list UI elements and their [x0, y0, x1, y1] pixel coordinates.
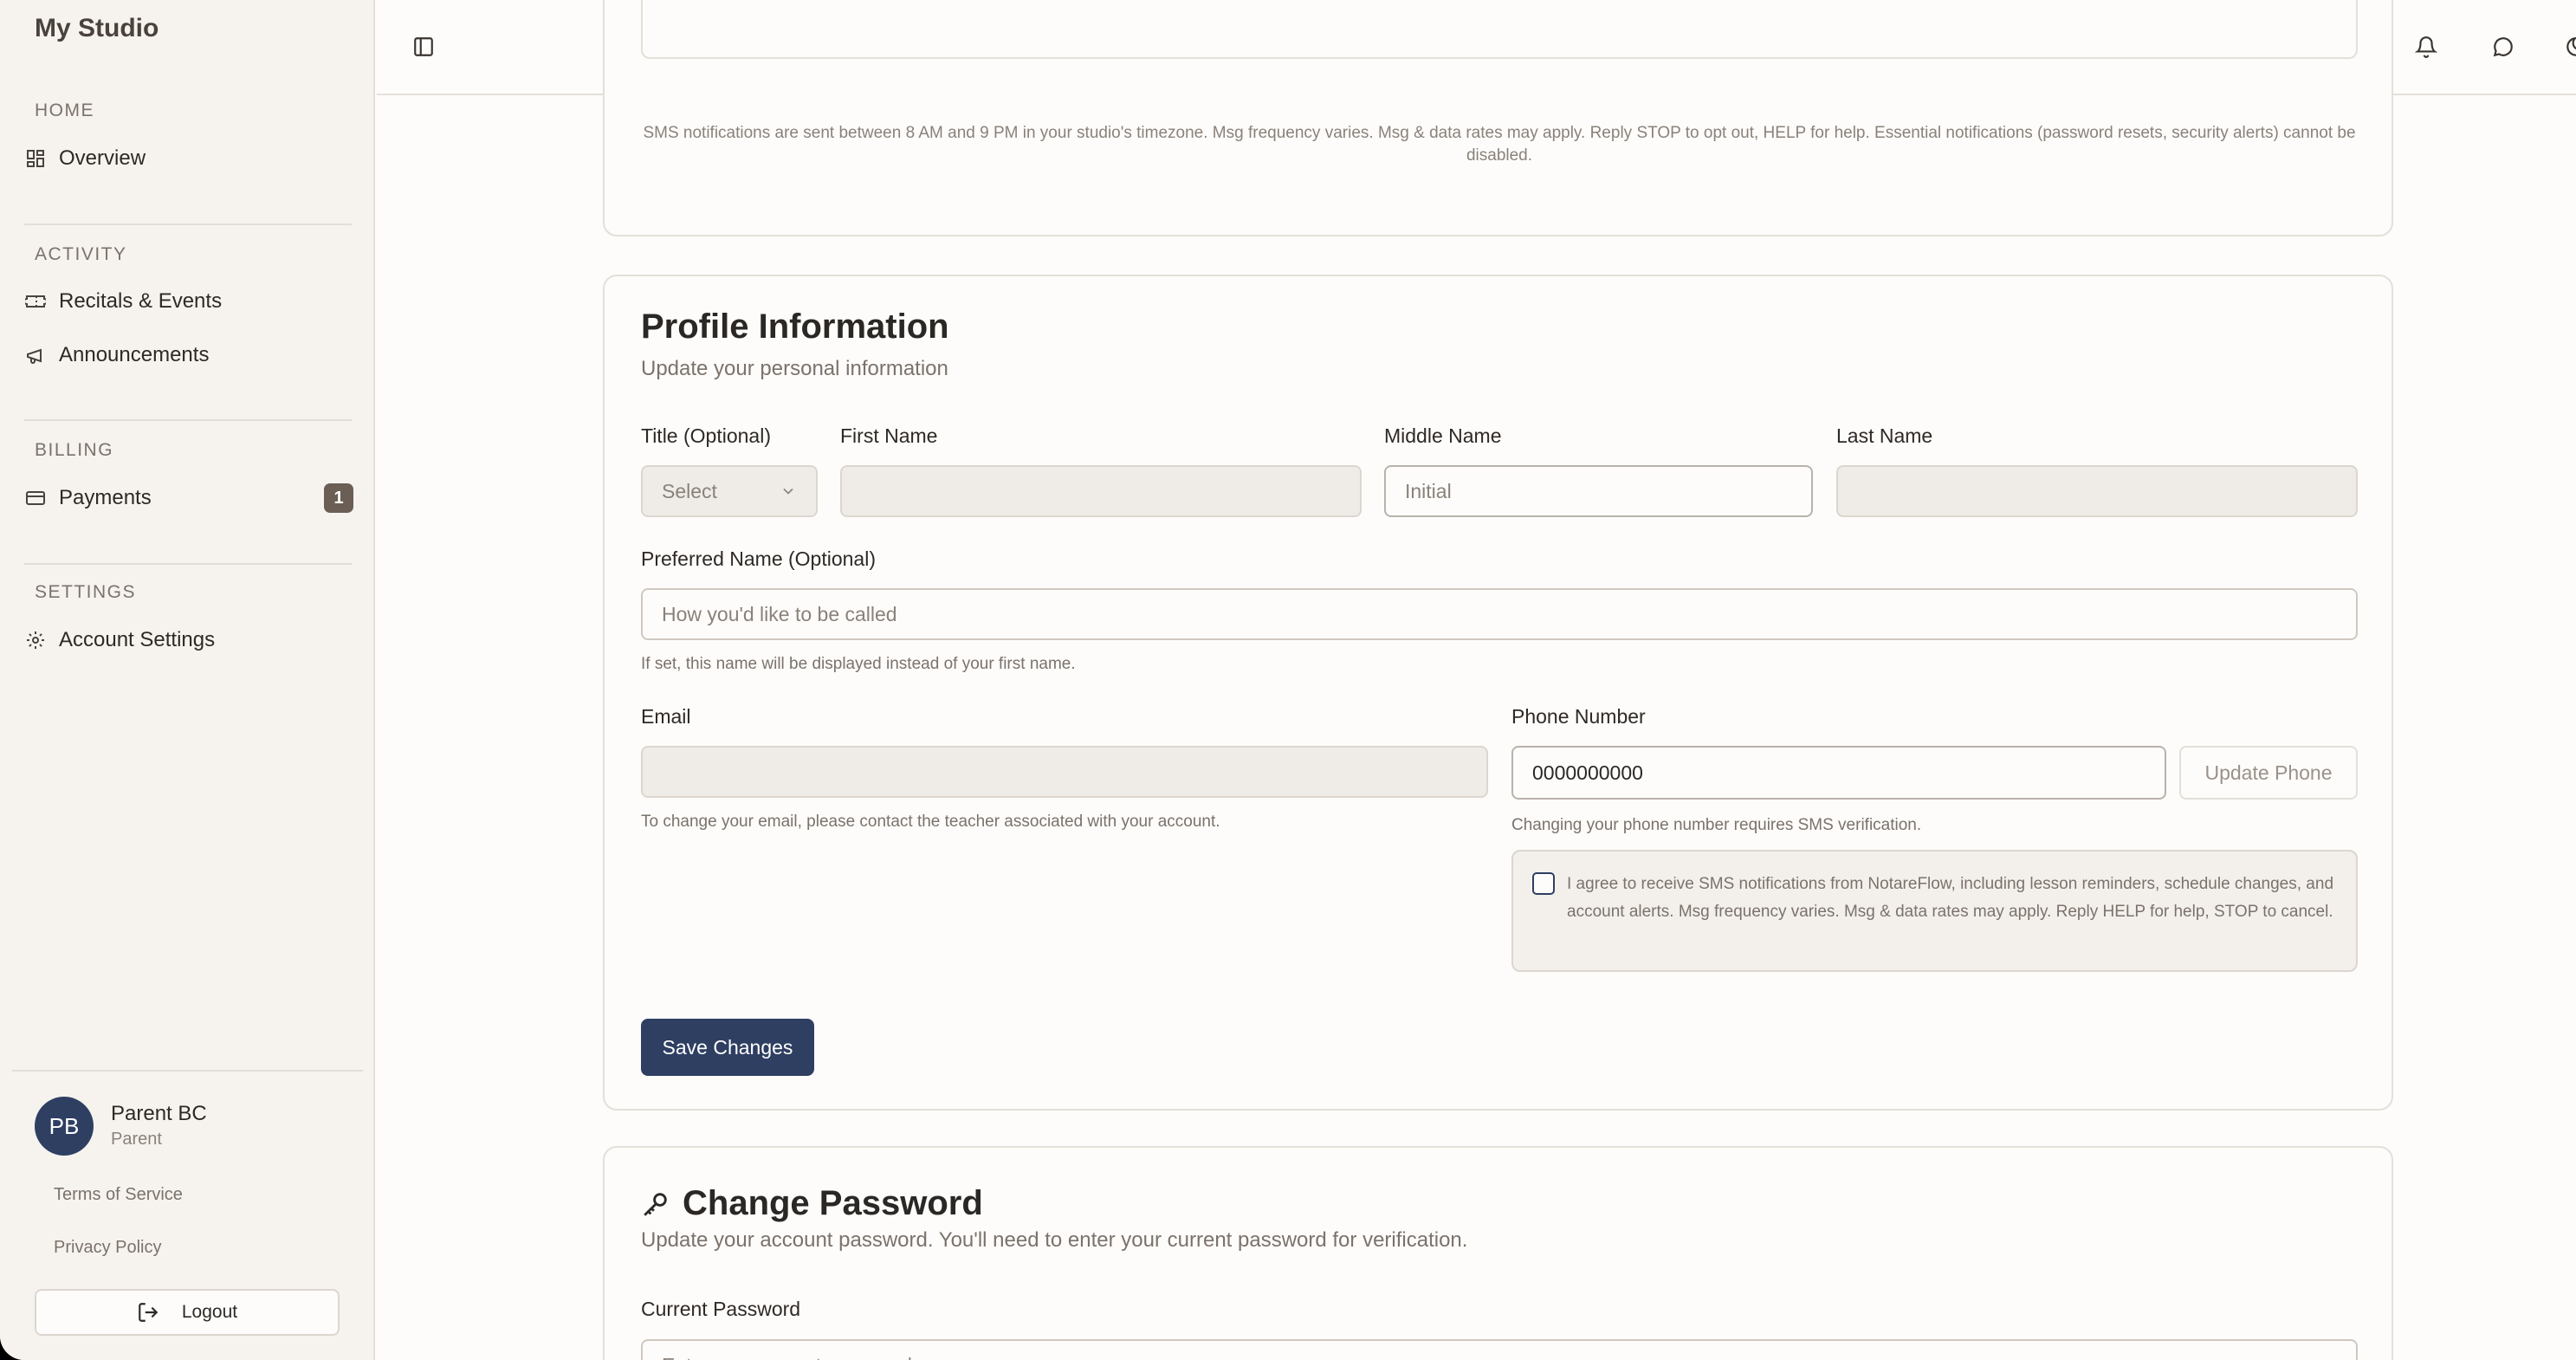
sidebar-item-recitals[interactable]: [24, 282, 353, 321]
key-icon: [641, 1189, 670, 1219]
sms-notifications-card: [603, 0, 2393, 236]
card-title: Change Password: [683, 1184, 983, 1222]
phone-hint: Changing your phone number requires SMS verification.: [1511, 816, 1922, 834]
megaphone-icon: [24, 344, 47, 366]
card-subtitle: Update your personal information: [641, 357, 948, 380]
current-password-field[interactable]: [641, 1339, 2358, 1360]
logout-label: Logout: [181, 1302, 238, 1322]
divider: [24, 563, 352, 565]
sms-consent-checkbox[interactable]: [1532, 872, 1555, 895]
sidebar-item-label: Announcements: [59, 343, 210, 366]
divider: [24, 223, 352, 225]
title-select[interactable]: [641, 465, 818, 517]
sidebar-item-overview[interactable]: [24, 139, 353, 178]
terms-of-service-link[interactable]: Terms of Service: [54, 1185, 183, 1204]
sms-consent-text: I agree to receive SMS notifications from NotareFlow, including lesson reminders, schedule changes, and account alerts. Msg frequency varies. Msg & data rates may apply. Reply HELP for help, STOP to cancel.: [1567, 875, 2334, 921]
chat-icon[interactable]: [2486, 29, 2521, 64]
sidebar-item-label: Overview: [59, 146, 146, 170]
card-title: Profile Information: [641, 308, 949, 346]
preferred-name-label: Preferred Name (Optional): [641, 547, 876, 570]
sidebar: [0, 0, 375, 1360]
preferred-name-field[interactable]: [641, 588, 2358, 640]
last-name-field[interactable]: [1836, 465, 2358, 517]
save-changes-button[interactable]: Save Changes: [641, 1019, 814, 1076]
email-hint: To change your email, please contact the teacher associated with your account.: [641, 813, 1220, 831]
brand-title: My Studio: [35, 14, 159, 42]
user-role: Parent: [111, 1130, 162, 1149]
title-label: Title (Optional): [641, 424, 771, 447]
chevron-down-icon: [780, 482, 797, 500]
gear-icon: [24, 629, 47, 651]
current-password-label: Current Password: [641, 1298, 801, 1320]
phone-number-label: Phone Number: [1511, 705, 1646, 728]
middle-name-label: Middle Name: [1384, 424, 1502, 447]
section-label-billing: BILLING: [35, 440, 114, 460]
logout-icon: [137, 1301, 159, 1324]
first-name-field[interactable]: [840, 465, 1362, 517]
section-label-settings: SETTINGS: [35, 582, 137, 602]
update-phone-button[interactable]: Update Phone: [2179, 746, 2358, 800]
privacy-policy-link[interactable]: Privacy Policy: [54, 1238, 162, 1257]
ticket-icon: [24, 290, 47, 313]
sidebar-item-account-settings[interactable]: [24, 620, 353, 660]
email-label: Email: [641, 705, 691, 728]
sidebar-item-payments[interactable]: [24, 478, 353, 518]
credit-card-icon: [24, 487, 47, 509]
section-label-home: HOME: [35, 100, 94, 120]
avatar[interactable]: PB: [35, 1097, 94, 1156]
change-password-card: [603, 1146, 2393, 1360]
sidebar-item-label: Recitals & Events: [59, 289, 223, 313]
middle-name-field[interactable]: [1384, 465, 1813, 517]
first-name-label: First Name: [840, 424, 938, 447]
profile-information-card: [603, 275, 2393, 1111]
sms-field[interactable]: [641, 0, 2358, 59]
last-name-label: Last Name: [1836, 424, 1933, 447]
email-field[interactable]: [641, 746, 1488, 798]
divider: [12, 1070, 363, 1072]
grid-icon: [24, 147, 47, 170]
title-select-value: Select: [662, 479, 717, 502]
divider: [24, 419, 352, 421]
moon-icon[interactable]: [2559, 29, 2576, 64]
preferred-name-hint: If set, this name will be displayed instead of your first name.: [641, 655, 1076, 673]
sidebar-item-announcements[interactable]: [24, 335, 353, 375]
payments-count-badge: 1: [324, 483, 353, 513]
sms-consent-box: [1511, 850, 2358, 972]
phone-number-field[interactable]: [1511, 746, 2166, 800]
bell-icon[interactable]: [2409, 29, 2443, 64]
sidebar-toggle-icon[interactable]: [408, 31, 439, 62]
user-name: Parent BC: [111, 1102, 207, 1125]
change-password-heading: [641, 1184, 983, 1223]
sidebar-item-label: Account Settings: [59, 628, 216, 651]
sms-disclaimer-text: SMS notifications are sent between 8 AM and 9 PM in your studio's timezone. Msg frequency varies. Msg & data rates may apply. Reply STOP to opt out, HELP for help. Essential notifications (password resets, security alerts) cannot be disabled.: [643, 124, 2356, 165]
sidebar-item-label: Payments: [59, 486, 152, 509]
section-label-activity: ACTIVITY: [35, 244, 127, 264]
card-subtitle: Update your account password. You'll need to enter your current password for verification.: [641, 1228, 1468, 1252]
logout-button[interactable]: [35, 1289, 340, 1336]
